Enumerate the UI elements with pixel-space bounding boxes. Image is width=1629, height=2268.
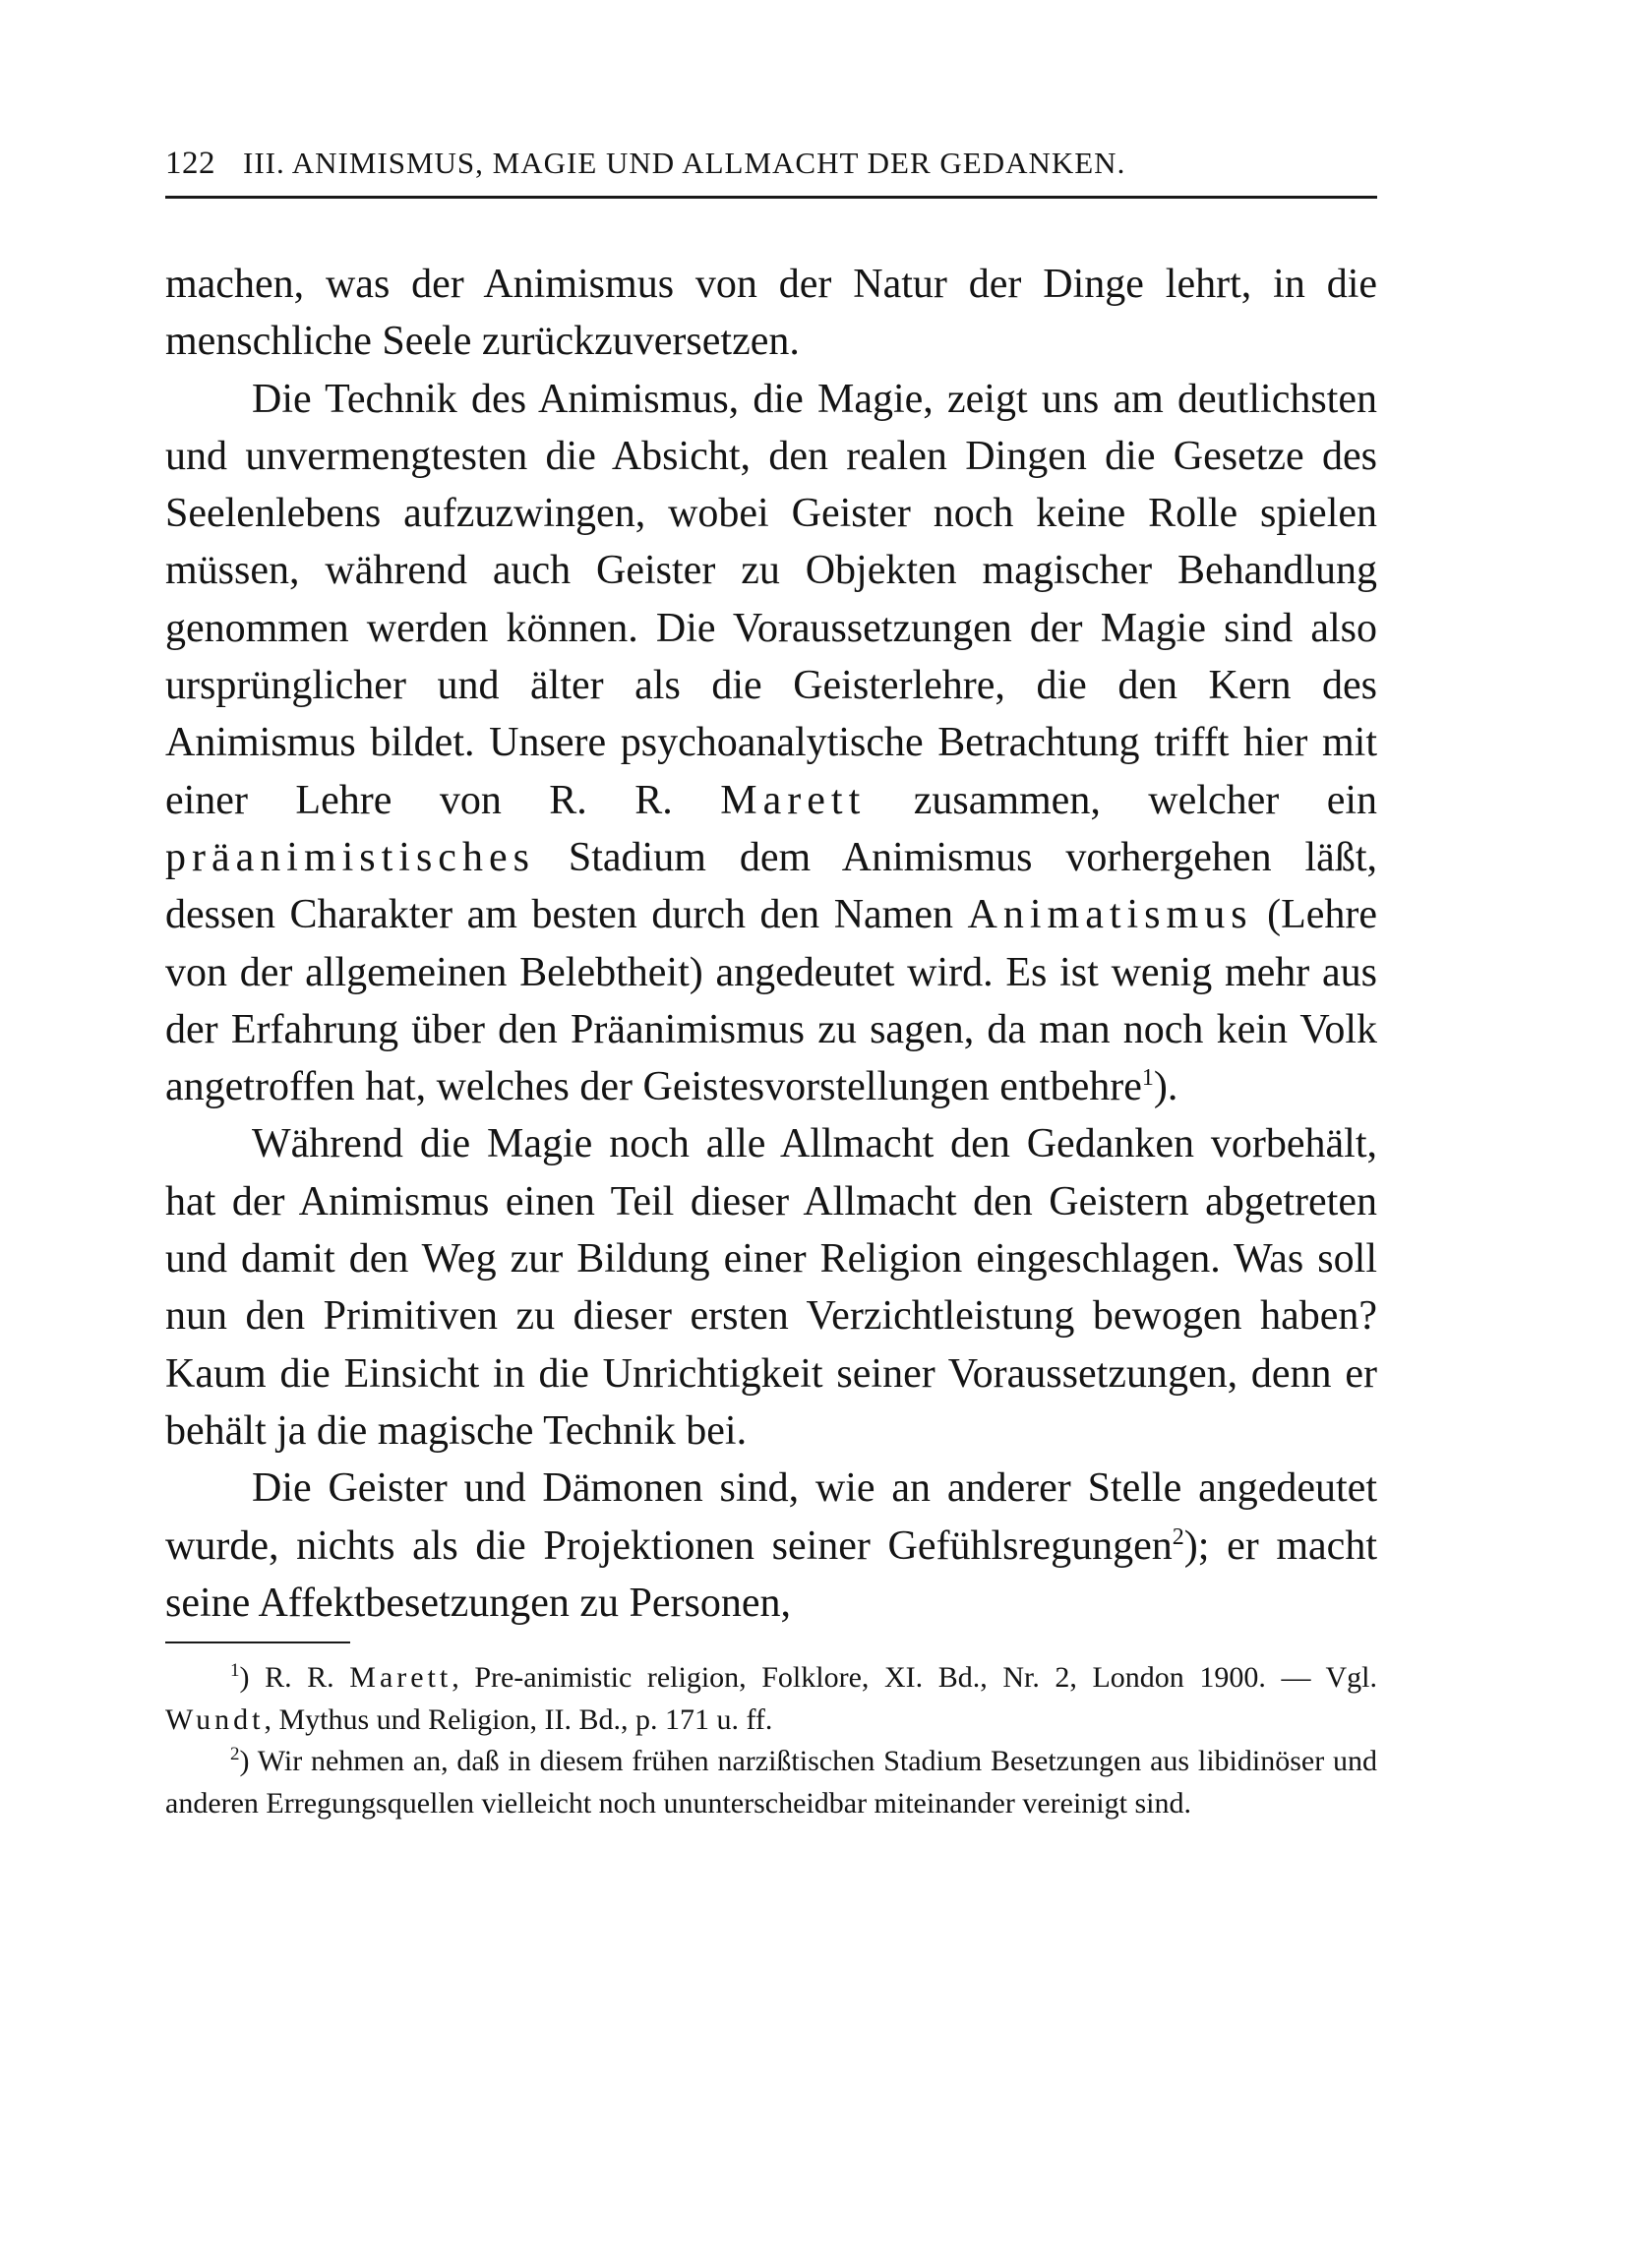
footnote-divider <box>165 1641 350 1643</box>
paragraph-2-text-d: (Lehre von der allgemeinen Belebtheit) angedeutet wird. Es ist wenig mehr aus der Erfahrung über den Präanimismus zu sagen, da man noch kein Volk angetroffen hat, welches der Geistesvorstellungen entbehre <box>165 892 1378 1110</box>
paragraph-4 <box>165 1460 1377 1632</box>
footnote-2-text: ) Wir nehmen an, daß in diesem frühen narzißtischen Stadium Besetzungen aus libidinöser und anderen Erregungsquellen vielleicht noch ununterscheidbar miteinander vereinigt sind. <box>165 1745 1377 1820</box>
term-animatismus: Animatismus <box>967 892 1253 938</box>
footnote-2 <box>165 1741 1377 1824</box>
paragraph-2 <box>165 371 1377 1116</box>
page-number: 122 <box>165 146 215 181</box>
footnote-ref-1: 1 <box>1141 1065 1154 1092</box>
book-page <box>165 146 1377 1824</box>
main-text <box>165 256 1377 1632</box>
paragraph-2-text-c: Stadium dem Animismus vorhergehen läßt, dessen Charakter am besten durch den Namen <box>165 834 1377 938</box>
paragraph-1-text: machen, was der Animismus von der Natur der Dinge lehrt, in die menschliche Seele zurückzuversetzen. <box>165 262 1377 365</box>
running-title: III. ANIMISMUS, MAGIE UND ALLMACHT DER GEDANKEN. <box>243 146 1126 180</box>
paragraph-2-end: ). <box>1153 1064 1178 1110</box>
footnote-1-text-b: , Pre-animistic religion, Folklore, XI. Bd., Nr. 2, London 1900. — Vgl. <box>452 1661 1377 1695</box>
term-praeanimistisches: präanimistisches <box>165 834 535 880</box>
footnote-1-text-a: ) R. R. <box>239 1661 334 1695</box>
footnote-1-author-wundt: Wundt <box>165 1702 265 1736</box>
paragraph-4-text-a: Die Geister und Dämonen sind, wie an anderer Stelle angedeutet wurde, nichts als die Projektionen seiner Gefühlsregungen <box>165 1465 1377 1569</box>
paragraph-2-text-a: Die Technik des Animismus, die Magie, zeigt uns am deutlichsten und unvermengtesten die Absicht, den realen Dingen die Gesetze des Seelenlebens aufzuzwingen, wobei Geister noch keine Rolle spielen müssen, während auch Geister zu Objekten magischer Behandlung genommen werden können. Die Voraussetzungen der Magie sind also ursprünglicher und älter als die Geisterlehre, die den Kern des Animismus bildet. Unsere psychoanalytische Betrachtung trifft hier mit einer Lehre von R. R. <box>165 376 1377 823</box>
author-name-marett: Marett <box>720 777 867 823</box>
paragraph-3 <box>165 1115 1377 1460</box>
footnote-ref-2: 2 <box>1172 1523 1184 1550</box>
footnotes <box>165 1657 1377 1824</box>
paragraph-3-text: Während die Magie noch alle Allmacht den Gedanken vorbehält, hat der Animismus einen Teil dieser Allmacht den Geistern abgetreten und damit den Weg zur Bildung einer Religion eingeschlagen. Was soll nun den Primitiven zu dieser ersten Verzichtleistung bewogen haben? Kaum die Einsicht in die Unrichtigkeit seiner Voraussetzungen, denn er behält ja die magische Technik bei. <box>165 1121 1377 1454</box>
footnote-1-author-marett: Marett <box>349 1661 452 1695</box>
paragraph-4-text-b: ); er macht seine Affektbesetzungen zu Personen, <box>165 1522 1377 1626</box>
footnote-2-marker: 2 <box>230 1744 240 1765</box>
footnote-1-text-c: , Mythus und Religion, II. Bd., p. 171 u. ff. <box>264 1702 773 1736</box>
paragraph-2-text-b: zusammen, welcher ein <box>913 777 1378 823</box>
footnote-1 <box>165 1657 1377 1741</box>
page-header <box>165 146 1377 199</box>
paragraph-1 <box>165 256 1377 371</box>
footnote-1-marker: 1 <box>230 1660 240 1682</box>
